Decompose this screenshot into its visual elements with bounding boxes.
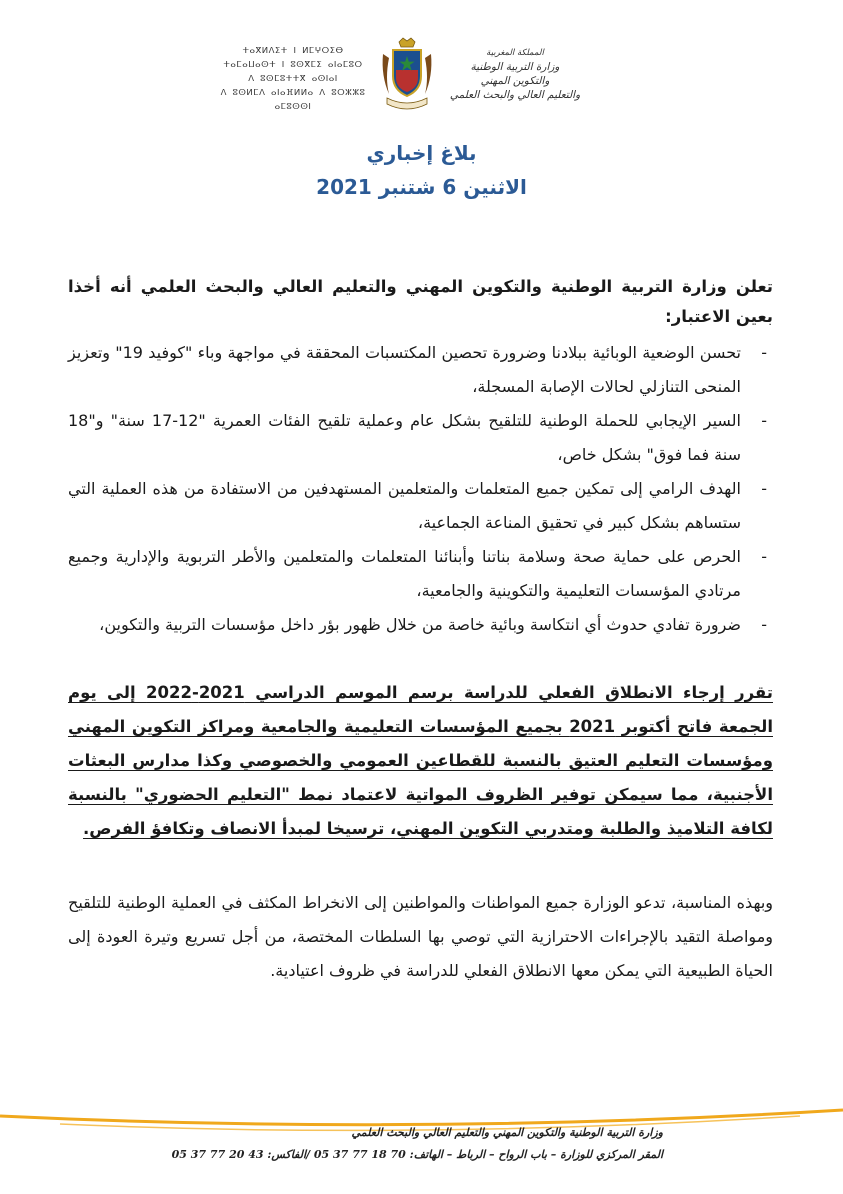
intro-paragraph: تعلن وزارة التربية الوطنية والتكوين المهني والتعليم العالي والبحث العلمي أنه أخذا بعين الاعتبار: (68, 277, 773, 326)
list-item: - تحسن الوضعية الوبائية ببلادنا وضرورة تحصين المكتسبات المحققة في مواجهة وباء "كوفيد 19" وتعزيز المنحى التنازلي لحالات الإصابة المسجلة، (68, 336, 773, 404)
list-item: - الهدف الرامي إلى تمكين جميع المتعلمات والمتعلمين المستهدفين من الاستفادة من هذه العملية التي ستساهم بشكل كبير في تحقيق المناعة الجماعية، (68, 472, 773, 540)
letterhead-line: والتعليم العالي والبحث العلمي (449, 89, 581, 101)
letterhead-line: ⵜⴰⵎⴰⵡⴰⵙⵜ ⵏ ⵓⵙⴳⵎⵉ ⴰⵏⴰⵎⵓⵔ (223, 60, 363, 70)
list-item: - الحرص على حماية صحة وسلامة بناتنا وأبنائنا المتعلمات والمتعلمين والأطر التربوية والإدارية وجميع مرتادي المؤسسات التعليمية والتكوينية والجامعية، (68, 540, 773, 608)
letterhead-line: ⵜⴰⴳⵍⴷⵉⵜ ⵏ ⵍⵎⵖⵔⵉⴱ (242, 46, 344, 56)
document-title: بلاغ إخباري (366, 141, 477, 165)
closing-paragraph: وبهذه المناسبة، تدعو الوزارة جميع المواطنات والمواطنين إلى الانخراط المكثف في العملية الوطنية للتلقيح ومواصلة التقيد بالإجراءات الاحترازية التي توصي بها السلطات المختصة، من أجل تسريع وتيرة العودة إلى الحياة الطبيعية التي يمكن معها الانطلاق الفعلي للدراسة في ظروف اعتيادية. (68, 893, 773, 980)
letterhead-line: المملكة المغربية (486, 48, 544, 58)
document-body (68, 272, 773, 1004)
list-item: - ضرورة تفادي حدوث أي انتكاسة وبائية خاصة من خلال ظهور بؤر داخل مؤسسات التربية والتكوين، (68, 608, 773, 642)
letterhead-arabic (445, 46, 585, 102)
letterhead-line: وزارة التربية الوطنية (470, 61, 560, 73)
footer-address: المقر المركزي للوزارة – باب الرواح – الرباط – الهاتف: 70 18 77 37 05 /الفاكس: 43 20 77 37 05 (171, 1148, 663, 1161)
document-date: الاثنين 6 شتنبر 2021 (316, 175, 527, 199)
letterhead-line: ⴷ ⵓⵙⵎⵓⵜⵜⴳ ⴰⵙⵏⴰⵏ (248, 74, 338, 84)
letterhead-line: ⴷ ⵓⵙⵍⵎⴷ ⴰⵏⴰⴼⵍⵍⴰ ⴷ ⵓⵔⵣⵣⵓ ⴰⵎⵓⵙⵙⵏ (220, 88, 366, 112)
document-footer (163, 1122, 663, 1166)
letterhead-tifinagh (218, 44, 368, 114)
considerations-list (68, 336, 773, 642)
coat-of-arms-icon (377, 36, 437, 118)
letterhead (0, 28, 843, 118)
list-item: - السير الإيجابي للحملة الوطنية للتلقيح بشكل عام وعملية تلقيح الفئات العمرية "12-17 سنة" و"18 سنة فما فوق" بشكل خاص، (68, 404, 773, 472)
footer-ministry: وزارة التربية الوطنية والتكوين المهني والتعليم العالي والبحث العلمي (351, 1126, 663, 1139)
decision-paragraph: تقرر إرجاء الانطلاق الفعلي للدراسة برسم الموسم الدراسي 2021-2022 إلى يوم الجمعة فاتح أكتوبر 2021 بجميع المؤسسات التعليمية والجامعية ومراكز التكوين المهني ومؤسسات التعليم العتيق بالنسبة للقطاعين العمومي والخصوصي وكذا مدارس البعثات الأجنبية، مما سيمكن توفير الظروف المواتية لاعتماد نمط "التعليم الحضوري" بالنسبة لكافة التلاميذ والطلبة ومتدربي التكوين المهني، ترسيخا لمبدأ الانصاف وتكافؤ الفرص. (68, 683, 773, 838)
letterhead-line: والتكوين المهني (480, 75, 550, 87)
document-heading (0, 138, 843, 202)
